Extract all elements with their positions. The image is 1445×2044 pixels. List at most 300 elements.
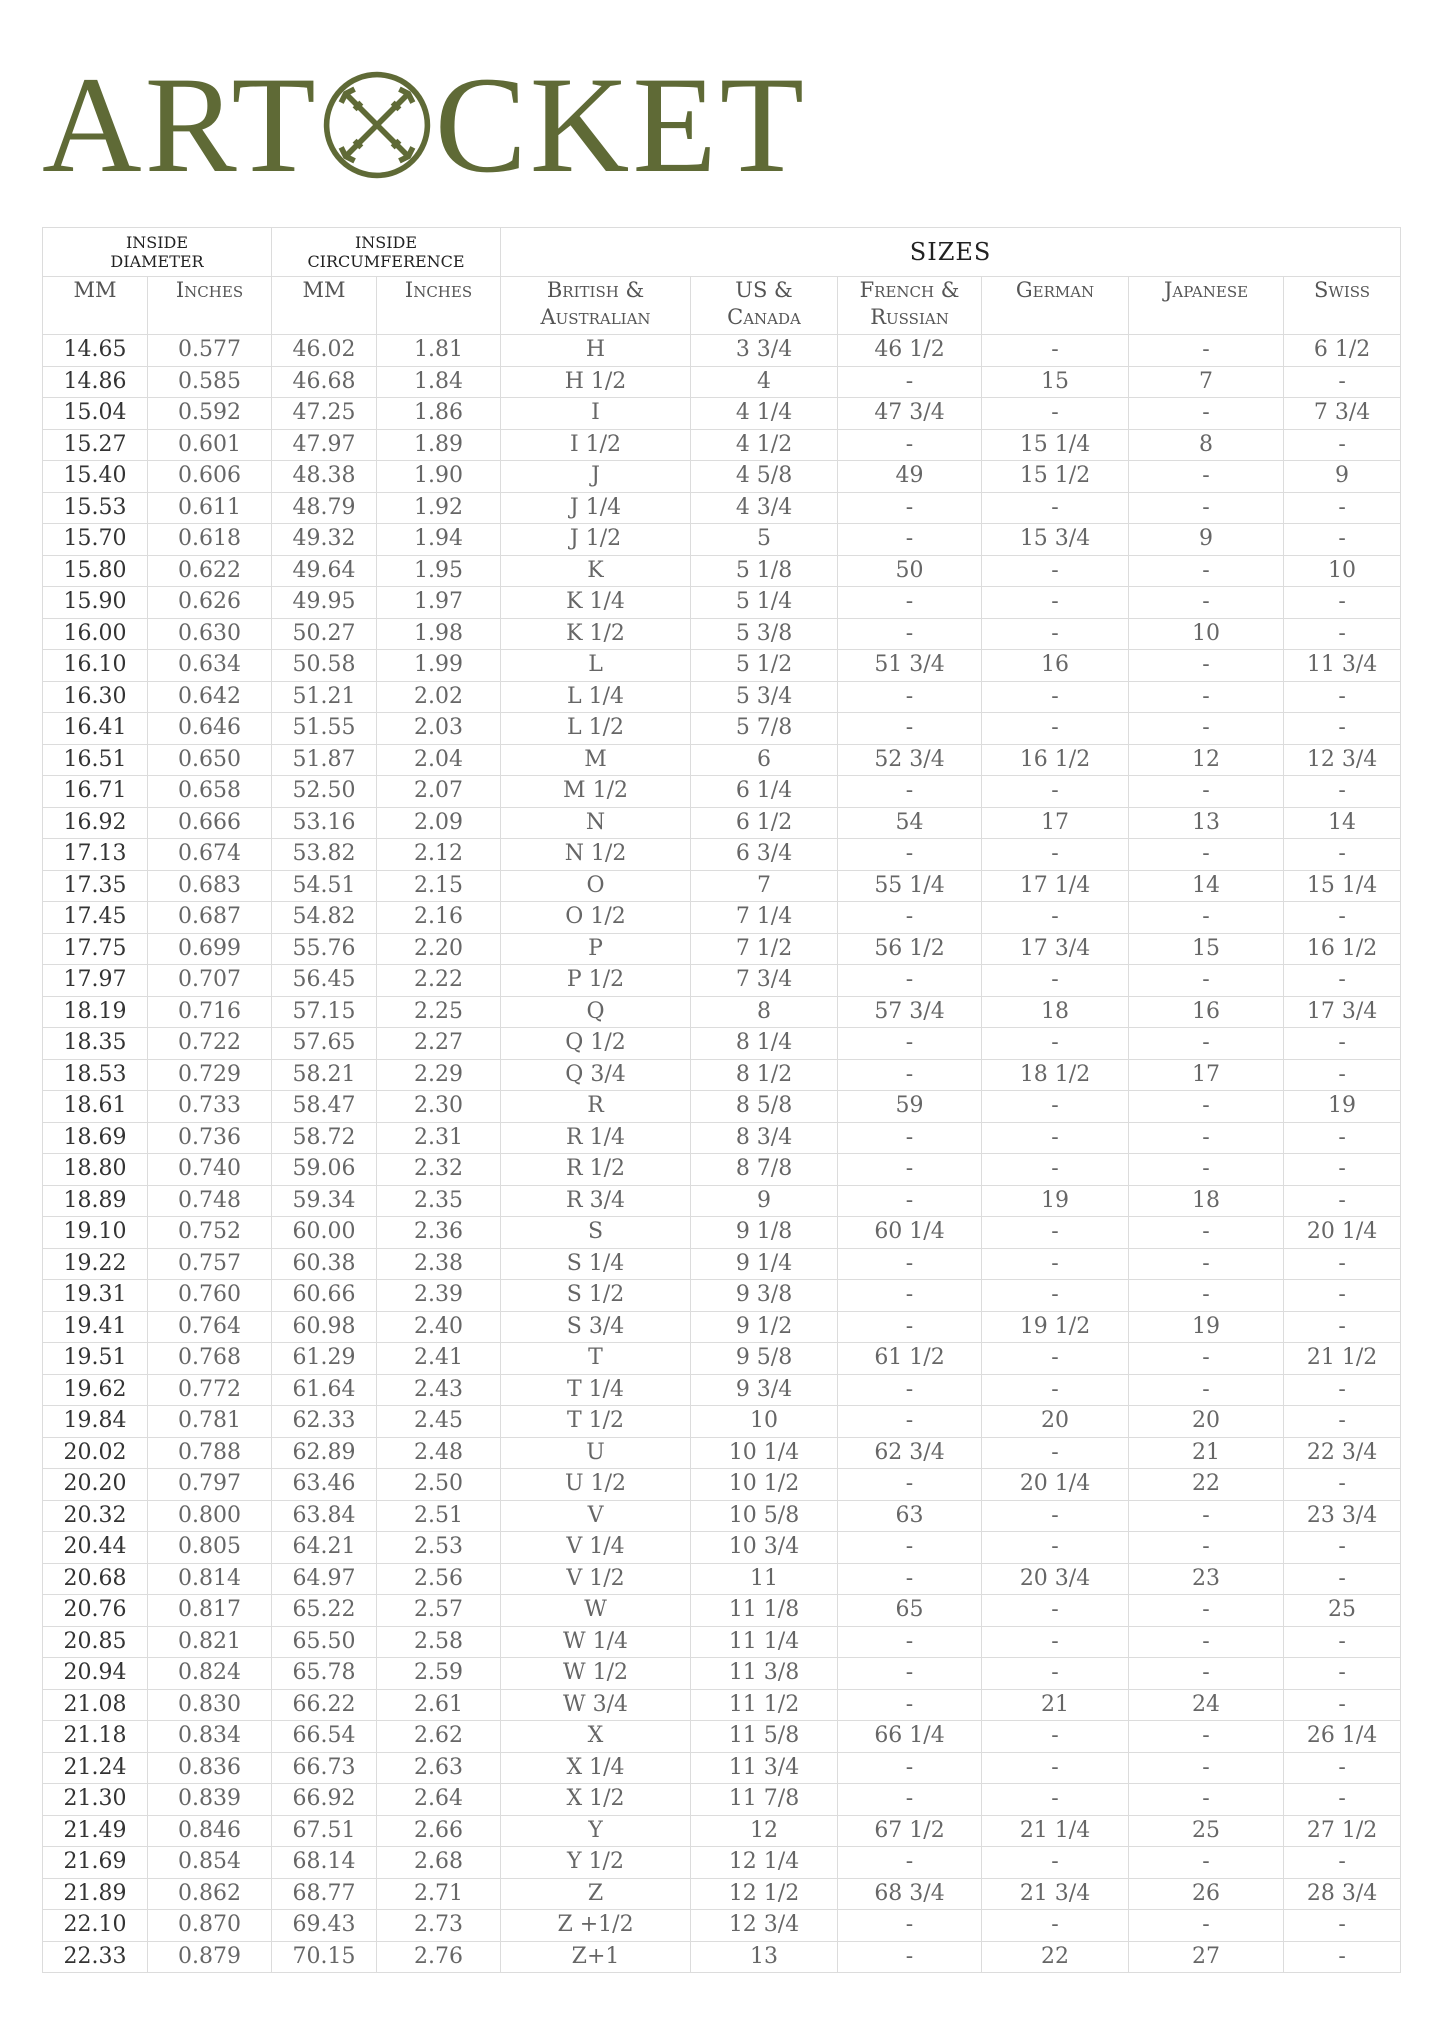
table-cell: 8 7/8 [691,1154,838,1186]
table-cell: 2.48 [377,1437,501,1469]
table-cell: 2.53 [377,1532,501,1564]
table-cell: 0.764 [148,1311,272,1343]
table-row [43,1752,1401,1784]
table-cell: 4 1/4 [691,398,838,430]
table-cell: - [838,587,982,619]
table-cell: 16.41 [43,713,148,745]
table-cell: 7 1/4 [691,902,838,934]
table-cell: - [838,1784,982,1816]
table-cell: 0.687 [148,902,272,934]
table-cell: 15 1/4 [982,429,1129,461]
table-row [43,681,1401,713]
table-cell: 16.00 [43,618,148,650]
table-cell: 47 3/4 [838,398,982,430]
table-cell: 2.27 [377,1028,501,1060]
table-cell: 2.59 [377,1658,501,1690]
table-cell: 2.31 [377,1122,501,1154]
table-cell: 2.04 [377,744,501,776]
table-cell: 54 [838,807,982,839]
table-cell: W [501,1595,691,1627]
table-cell: - [1284,839,1401,871]
table-row [43,1784,1401,1816]
table-cell: 24 [1129,1689,1284,1721]
table-cell: 8 1/2 [691,1059,838,1091]
table-row [43,555,1401,587]
table-cell: 0.626 [148,587,272,619]
table-cell: 21 3/4 [982,1878,1129,1910]
table-cell: 55.76 [272,933,377,965]
table-cell: 20.76 [43,1595,148,1627]
table-cell: 9 [691,1185,838,1217]
table-cell: - [1129,1028,1284,1060]
table-row [43,1941,1401,1973]
table-cell: - [1284,1059,1401,1091]
table-cell: - [982,1847,1129,1879]
table-cell: S [501,1217,691,1249]
table-cell: 16 1/2 [1284,933,1401,965]
table-cell: 20.44 [43,1532,148,1564]
table-cell: 2.30 [377,1091,501,1123]
table-cell: K 1/4 [501,587,691,619]
table-cell: 5 1/4 [691,587,838,619]
table-cell: H 1/2 [501,366,691,398]
table-cell: 25 [1129,1815,1284,1847]
table-cell: 11 3/4 [1284,650,1401,682]
table-cell: 2.35 [377,1185,501,1217]
table-row [43,713,1401,745]
table-cell: 0.716 [148,996,272,1028]
table-cell: S 1/4 [501,1248,691,1280]
table-cell: 21.24 [43,1752,148,1784]
table-cell: 21 1/2 [1284,1343,1401,1375]
table-row [43,429,1401,461]
table-cell: 60 1/4 [838,1217,982,1249]
table-cell: 14.86 [43,366,148,398]
table-row [43,461,1401,493]
table-row [43,1437,1401,1469]
table-cell: 2.09 [377,807,501,839]
table-cell: W 1/4 [501,1626,691,1658]
table-row [43,807,1401,839]
table-cell: - [982,1532,1129,1564]
table-cell: 22 [1129,1469,1284,1501]
table-cell: - [1284,1784,1401,1816]
table-cell: 47.25 [272,398,377,430]
table-cell: - [982,1910,1129,1942]
table-cell: - [982,587,1129,619]
table-row [43,1878,1401,1910]
sizes-header: SIZES [501,228,1401,277]
table-cell: 63.84 [272,1500,377,1532]
table-cell: 21 1/4 [982,1815,1129,1847]
table-row [43,902,1401,934]
table-row [43,1500,1401,1532]
table-row [43,1122,1401,1154]
table-cell: 14.65 [43,335,148,367]
table-cell: 2.41 [377,1343,501,1375]
table-cell: 2.39 [377,1280,501,1312]
table-cell: T 1/4 [501,1374,691,1406]
table-cell: 2.64 [377,1784,501,1816]
table-cell: V [501,1500,691,1532]
table-cell: 57 3/4 [838,996,982,1028]
table-cell: 4 1/2 [691,429,838,461]
table-cell: 23 3/4 [1284,1500,1401,1532]
table-cell: 62 3/4 [838,1437,982,1469]
table-cell: 0.836 [148,1752,272,1784]
table-row [43,1910,1401,1942]
table-cell: 12 1/4 [691,1847,838,1879]
table-cell: 0.752 [148,1217,272,1249]
table-cell: 54.51 [272,870,377,902]
table-cell: 61 1/2 [838,1343,982,1375]
table-cell: 15 1/2 [982,461,1129,493]
table-cell: 19.41 [43,1311,148,1343]
table-cell: 0.788 [148,1437,272,1469]
table-cell: 15.04 [43,398,148,430]
table-cell: 11 [691,1563,838,1595]
table-cell: R 1/4 [501,1122,691,1154]
table-cell: - [982,618,1129,650]
table-cell: 5 1/8 [691,555,838,587]
table-cell: - [1284,1122,1401,1154]
table-cell: 0.674 [148,839,272,871]
table-cell: - [982,1154,1129,1186]
table-cell: 17 [1129,1059,1284,1091]
table-cell: 65.22 [272,1595,377,1627]
table-cell: I 1/2 [501,429,691,461]
table-cell: 58.21 [272,1059,377,1091]
table-row [43,1563,1401,1595]
table-cell: 51.21 [272,681,377,713]
table-cell: - [1284,587,1401,619]
table-cell: Z +1/2 [501,1910,691,1942]
table-cell: 2.02 [377,681,501,713]
table-cell: Y 1/2 [501,1847,691,1879]
table-cell: 61.29 [272,1343,377,1375]
table-cell: 7 1/2 [691,933,838,965]
table-cell: 51 3/4 [838,650,982,682]
column-header: Japanese [1129,277,1284,335]
table-cell: - [1129,965,1284,997]
table-cell: - [1129,398,1284,430]
table-cell: - [1129,1343,1284,1375]
table-cell: 15 3/4 [982,524,1129,556]
table-cell: 2.58 [377,1626,501,1658]
column-header: MM [43,277,148,335]
table-cell: 62.33 [272,1406,377,1438]
table-cell: - [982,1343,1129,1375]
table-cell: 15.53 [43,492,148,524]
table-cell: - [838,1374,982,1406]
table-cell: 63 [838,1500,982,1532]
table-cell: - [982,965,1129,997]
table-cell: V 1/2 [501,1563,691,1595]
table-cell: 68.14 [272,1847,377,1879]
table-cell: 0.821 [148,1626,272,1658]
table-cell: - [838,776,982,808]
table-cell: 60.38 [272,1248,377,1280]
table-cell: - [1129,492,1284,524]
table-cell: 52 3/4 [838,744,982,776]
table-cell: 1.81 [377,335,501,367]
table-cell: 18.35 [43,1028,148,1060]
table-cell: 7 [691,870,838,902]
table-cell: 18.80 [43,1154,148,1186]
table-cell: - [1284,681,1401,713]
table-cell: 15 1/4 [1284,870,1401,902]
table-cell: 6 [691,744,838,776]
table-cell: - [838,1154,982,1186]
table-cell: 0.646 [148,713,272,745]
table-cell: 19.31 [43,1280,148,1312]
table-cell: 14 [1284,807,1401,839]
table-cell: 62.89 [272,1437,377,1469]
table-cell: - [838,1910,982,1942]
table-cell: - [982,492,1129,524]
table-cell: H [501,335,691,367]
table-row [43,650,1401,682]
table-cell: 9 3/4 [691,1374,838,1406]
table-cell: 9 [1129,524,1284,556]
table-cell: - [1129,1784,1284,1816]
table-cell: - [1284,1248,1401,1280]
table-cell: W 1/2 [501,1658,691,1690]
table-row [43,1311,1401,1343]
table-cell: 0.729 [148,1059,272,1091]
table-row [43,1091,1401,1123]
table-cell: 2.56 [377,1563,501,1595]
table-cell: - [982,1028,1129,1060]
table-cell: 65.78 [272,1658,377,1690]
table-cell: 9 [1284,461,1401,493]
table-cell: - [838,1280,982,1312]
table-cell: - [982,1122,1129,1154]
table-cell: R 1/2 [501,1154,691,1186]
table-cell: J 1/2 [501,524,691,556]
table-cell: 1.99 [377,650,501,682]
table-cell: - [1284,1469,1401,1501]
table-cell: - [1129,1122,1284,1154]
table-cell: 16.71 [43,776,148,808]
table-cell: X 1/4 [501,1752,691,1784]
table-cell: - [1129,1217,1284,1249]
table-cell: 48.38 [272,461,377,493]
table-cell: 20 1/4 [1284,1217,1401,1249]
table-cell: 15 [1129,933,1284,965]
table-row [43,965,1401,997]
table-cell: 17.13 [43,839,148,871]
table-cell: - [1129,1091,1284,1123]
table-cell: 19 [1284,1091,1401,1123]
table-cell: P [501,933,691,965]
table-cell: 0.630 [148,618,272,650]
table-cell: - [1129,1595,1284,1627]
table-row [43,1721,1401,1753]
table-cell: 23 [1129,1563,1284,1595]
table-cell: 20.32 [43,1500,148,1532]
inside-diameter-header: INSIDE DIAMETER [43,228,272,277]
table-cell: 16 [1129,996,1284,1028]
table-cell: 67.51 [272,1815,377,1847]
table-cell: 18 1/2 [982,1059,1129,1091]
table-cell: 10 3/4 [691,1532,838,1564]
table-cell: 2.36 [377,1217,501,1249]
table-cell: 20 [982,1406,1129,1438]
table-cell: 8 [1129,429,1284,461]
table-cell: - [1284,1311,1401,1343]
table-cell: 59.34 [272,1185,377,1217]
table-cell: R 3/4 [501,1185,691,1217]
table-cell: 0.618 [148,524,272,556]
table-cell: 5 7/8 [691,713,838,745]
table-cell: 58.47 [272,1091,377,1123]
table-cell: - [1284,1689,1401,1721]
table-cell: Q 1/2 [501,1028,691,1060]
table-row [43,366,1401,398]
table-cell: - [1284,1280,1401,1312]
table-cell: 59.06 [272,1154,377,1186]
table-cell: K [501,555,691,587]
table-cell: 2.32 [377,1154,501,1186]
table-cell: 0.830 [148,1689,272,1721]
table-cell: 18.19 [43,996,148,1028]
table-cell: - [838,1689,982,1721]
table-cell: - [1284,1910,1401,1942]
table-cell: - [982,1437,1129,1469]
table-cell: 11 1/2 [691,1689,838,1721]
table-cell: 0.683 [148,870,272,902]
table-cell: R [501,1091,691,1123]
table-cell: - [838,492,982,524]
table-cell: - [982,1248,1129,1280]
table-cell: 9 1/4 [691,1248,838,1280]
table-cell: 15.27 [43,429,148,461]
table-cell: 53.16 [272,807,377,839]
table-cell: - [1129,776,1284,808]
table-cell: 11 3/4 [691,1752,838,1784]
table-cell: - [1284,492,1401,524]
table-cell: 0.805 [148,1532,272,1564]
table-cell: 4 3/4 [691,492,838,524]
table-cell: - [982,681,1129,713]
table-cell: 5 [691,524,838,556]
table-cell: 11 1/4 [691,1626,838,1658]
table-cell: X 1/2 [501,1784,691,1816]
table-cell: - [838,839,982,871]
table-cell: 20.20 [43,1469,148,1501]
table-cell: - [982,398,1129,430]
table-cell: 2.29 [377,1059,501,1091]
table-cell: 56 1/2 [838,933,982,965]
table-cell: - [1284,1847,1401,1879]
table-cell: 17.97 [43,965,148,997]
table-cell: Q [501,996,691,1028]
table-cell: 21.18 [43,1721,148,1753]
table-cell: 1.90 [377,461,501,493]
table-cell: - [982,1091,1129,1123]
table-cell: 17.45 [43,902,148,934]
table-cell: - [1129,1280,1284,1312]
table-cell: - [982,1626,1129,1658]
table-cell: 11 1/8 [691,1595,838,1627]
table-cell: 2.22 [377,965,501,997]
table-cell: 0.781 [148,1406,272,1438]
table-cell: 9 3/8 [691,1280,838,1312]
table-cell: - [982,1217,1129,1249]
table-cell: 22.33 [43,1941,148,1973]
table-cell: - [838,1847,982,1879]
table-cell: 61.64 [272,1374,377,1406]
table-row [43,1532,1401,1564]
table-cell: - [838,1941,982,1973]
table-row [43,870,1401,902]
table-cell: 22 3/4 [1284,1437,1401,1469]
table-cell: 13 [691,1941,838,1973]
table-cell: 15.90 [43,587,148,619]
column-header: MM [272,277,377,335]
table-row [43,398,1401,430]
table-cell: 0.862 [148,1878,272,1910]
table-cell: P 1/2 [501,965,691,997]
table-cell: - [982,335,1129,367]
table-cell: O [501,870,691,902]
table-cell: 46 1/2 [838,335,982,367]
table-cell: 2.57 [377,1595,501,1627]
table-cell: - [1129,1910,1284,1942]
table-cell: - [982,776,1129,808]
table-cell: 18.89 [43,1185,148,1217]
table-cell: L 1/4 [501,681,691,713]
table-cell: - [1129,1374,1284,1406]
table-cell: 19.10 [43,1217,148,1249]
table-row [43,1217,1401,1249]
table-cell: 2.76 [377,1941,501,1973]
table-cell: 46.68 [272,366,377,398]
table-cell: 7 [1129,366,1284,398]
table-row [43,1847,1401,1879]
table-cell: 2.45 [377,1406,501,1438]
table-cell: 0.814 [148,1563,272,1595]
table-cell: - [1129,1500,1284,1532]
table-cell: - [1284,429,1401,461]
table-cell: - [838,1532,982,1564]
table-cell: - [838,902,982,934]
table-cell: 55 1/4 [838,870,982,902]
table-cell: 1.97 [377,587,501,619]
table-cell: 2.25 [377,996,501,1028]
table-cell: 0.854 [148,1847,272,1879]
table-cell: 28 3/4 [1284,1878,1401,1910]
table-cell: 51.55 [272,713,377,745]
table-cell: K 1/2 [501,618,691,650]
table-cell: 65.50 [272,1626,377,1658]
table-cell: 22.10 [43,1910,148,1942]
table-cell: - [1284,618,1401,650]
table-cell: 17 1/4 [982,870,1129,902]
table-cell: 0.768 [148,1343,272,1375]
table-cell: 0.634 [148,650,272,682]
table-cell: - [982,1784,1129,1816]
table-cell: - [1129,1847,1284,1879]
table-cell: 21.08 [43,1689,148,1721]
table-cell: U [501,1437,691,1469]
table-cell: 0.800 [148,1500,272,1532]
table-cell: - [982,902,1129,934]
table-cell: 18.53 [43,1059,148,1091]
table-cell: L [501,650,691,682]
table-cell: - [1129,587,1284,619]
